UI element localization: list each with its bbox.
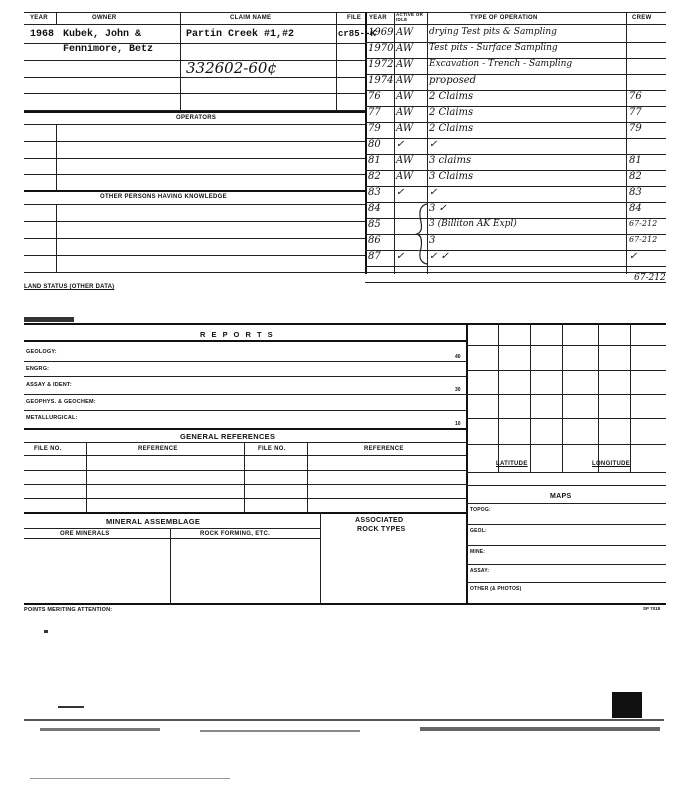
header-file: FILE — [347, 15, 362, 21]
map-assay: ASSAY: — [470, 568, 490, 574]
col-line — [320, 512, 321, 603]
rule — [24, 538, 320, 539]
operation-row — [367, 138, 666, 154]
op-type: 3 (Billiton AK Expl) — [429, 219, 517, 229]
rule — [24, 12, 666, 13]
op-year: 84 — [368, 203, 381, 214]
rule — [24, 340, 466, 342]
points-meriting-label: POINTS MERITING ATTENTION: — [24, 607, 113, 613]
rule — [466, 582, 666, 583]
op-crew: ✓ — [629, 251, 638, 262]
bracket-mark — [415, 202, 429, 266]
rule — [365, 138, 666, 139]
rule — [365, 106, 666, 107]
rule — [24, 376, 466, 377]
rule — [365, 202, 666, 203]
col-line — [56, 12, 57, 24]
col-line — [394, 12, 395, 24]
rule — [365, 234, 666, 235]
map-topog: TOPOG: — [470, 507, 491, 513]
op-type: 2 Claims — [429, 91, 474, 102]
col-line — [626, 12, 627, 24]
rule — [24, 255, 365, 256]
op-crew: 81 — [629, 155, 642, 166]
rule — [24, 124, 365, 125]
col-line — [56, 124, 57, 190]
op-type: Test pits - Surface Sampling — [429, 43, 558, 53]
op-year: 87 — [368, 251, 381, 262]
report-metallurgical-code: 10 — [455, 421, 461, 427]
land-status-text: LAND STATUS (OTHER DATA) — [24, 284, 115, 290]
col-line — [180, 12, 181, 110]
operation-row — [367, 250, 666, 266]
rule — [466, 564, 666, 565]
col-line — [466, 323, 468, 603]
col-line — [427, 12, 428, 24]
rule — [466, 485, 666, 486]
col-line — [86, 442, 87, 512]
form-code: SP 7018 — [643, 606, 661, 611]
operation-row — [367, 122, 666, 138]
longitude-label: LONGITUDE — [592, 461, 631, 467]
report-geophys: GEOPHYS. & GEOCHEM: — [26, 399, 96, 405]
rule — [365, 218, 666, 219]
mineral-title: MINERAL ASSEMBLAGE — [106, 517, 201, 526]
operation-row — [367, 58, 666, 74]
op-status: ✓ — [396, 251, 405, 262]
map-mine: MINE: — [470, 549, 486, 555]
rule — [24, 455, 466, 456]
header-claim-name: CLAIM NAME — [230, 15, 272, 21]
ref-reference-2: REFERENCE — [364, 446, 404, 452]
op-crew: 67-212 — [629, 219, 658, 228]
operation-row — [367, 218, 666, 234]
op-status: ✓ — [396, 187, 405, 198]
rule — [24, 204, 365, 205]
operation-row — [367, 234, 666, 250]
rule — [24, 77, 365, 78]
op-crew: 83 — [629, 187, 642, 198]
rule — [365, 250, 666, 251]
op-year: 76 — [368, 91, 381, 102]
op-type: ✓ ✓ — [429, 251, 449, 262]
rule — [24, 93, 365, 94]
rule — [24, 603, 666, 605]
ref-file-no: FILE NO. — [34, 446, 62, 452]
ref-file-no-2: FILE NO. — [258, 446, 286, 452]
rule — [24, 238, 365, 239]
op-status: AW — [396, 107, 414, 118]
rule — [24, 361, 466, 362]
scan-mark — [24, 317, 74, 322]
operation-row — [367, 74, 666, 90]
land-status-label — [24, 275, 114, 293]
rule — [466, 524, 666, 525]
rule — [365, 90, 666, 91]
op-year: 1970 — [368, 43, 394, 54]
map-other: OTHER (& PHOTOS) — [470, 586, 522, 592]
op-year: 77 — [368, 107, 381, 118]
rule — [24, 111, 365, 113]
op-type: ✓ — [429, 139, 438, 150]
rule — [24, 323, 666, 325]
scan-streak — [420, 727, 660, 731]
rule — [466, 472, 666, 473]
operation-row — [367, 90, 666, 106]
rule — [365, 154, 666, 155]
associated-label: ASSOCIATED — [355, 517, 404, 524]
op-crew: 79 — [629, 123, 642, 134]
rule — [466, 394, 666, 395]
rule — [24, 442, 466, 443]
rock-forming-header: ROCK FORMING, ETC. — [200, 531, 271, 537]
report-geology: GEOLOGY: — [26, 349, 57, 355]
op-status: AW — [396, 91, 414, 102]
op-crew: 77 — [629, 107, 642, 118]
op-year: 80 — [368, 139, 381, 150]
header-year: YEAR — [30, 15, 48, 21]
entry-file: cr85--K — [338, 29, 376, 39]
entry-owner-line2: Fennimore, Betz — [63, 44, 154, 55]
latitude-label: LATITUDE — [496, 461, 528, 467]
header-crew: CREW — [632, 15, 652, 21]
op-type: 2 Claims — [429, 107, 474, 118]
op-crew: 84 — [629, 203, 642, 214]
op-crew: 82 — [629, 171, 642, 182]
op-crew: 67-212 — [629, 235, 658, 244]
operation-row — [367, 186, 666, 202]
op-crew: 76 — [629, 91, 642, 102]
op-type: drying Test pits & Sampling — [429, 27, 557, 37]
operation-row — [367, 170, 666, 186]
op-year: 81 — [368, 155, 381, 166]
operation-row — [367, 202, 666, 218]
report-metallurgical: METALLURGICAL: — [26, 415, 78, 421]
op-status: AW — [396, 171, 414, 182]
rule — [24, 484, 466, 485]
op-status: AW — [396, 155, 414, 166]
operation-row — [367, 42, 666, 58]
rule — [365, 58, 666, 59]
scan-streak — [40, 728, 160, 731]
rule — [24, 470, 466, 471]
col-line — [170, 528, 171, 603]
op-year: 85 — [368, 219, 381, 230]
ref-reference: REFERENCE — [138, 446, 178, 452]
op-year: 83 — [368, 187, 381, 198]
entry-handwritten-number: 332602-60¢ — [186, 59, 277, 77]
op-type: 3 Claims — [429, 171, 474, 182]
header-year-2: YEAR — [369, 15, 387, 21]
scan-streak — [200, 730, 360, 732]
general-references-title: GENERAL REFERENCES — [180, 432, 276, 441]
scan-streak — [24, 719, 664, 721]
rule — [365, 122, 666, 123]
entry-year: 1968 — [30, 29, 55, 40]
scan-mark — [44, 630, 48, 633]
header-owner: OWNER — [92, 15, 117, 21]
rule — [24, 394, 466, 395]
op-status: AW — [396, 123, 414, 134]
op-type: 3 ✓ — [429, 203, 447, 214]
rule — [24, 410, 466, 411]
op-type: 3 — [429, 235, 436, 246]
ore-minerals-header: ORE MINERALS — [60, 531, 110, 537]
rule — [24, 158, 365, 159]
op-status: AW — [396, 27, 414, 38]
entry-claim-name: Partin Creek #1,#2 — [186, 29, 295, 40]
rule — [466, 503, 666, 504]
op-type: Excavation - Trench - Sampling — [429, 59, 573, 69]
header-type-of-operation: TYPE OF OPERATION — [470, 15, 538, 21]
rule — [24, 190, 365, 192]
rule — [24, 174, 365, 175]
map-geol: GEOL: — [470, 528, 487, 534]
rule — [24, 512, 466, 514]
rule — [365, 170, 666, 171]
entry-owner-line1: Kubek, John & — [63, 29, 142, 40]
op-status: AW — [396, 59, 414, 70]
col-line — [336, 12, 337, 110]
rule — [365, 282, 666, 283]
rule — [24, 428, 466, 430]
op-type: proposed — [429, 75, 477, 86]
rule — [365, 186, 666, 187]
rule — [24, 24, 666, 25]
rule — [24, 498, 466, 499]
op-status: AW — [396, 75, 414, 86]
report-assay: ASSAY & IDENT: — [26, 382, 72, 388]
op-year: 82 — [368, 171, 381, 182]
scan-block — [612, 692, 642, 718]
op-type: 3 claims — [429, 155, 472, 166]
report-engrg: ENGRG: — [26, 366, 50, 372]
rule — [365, 266, 666, 267]
rule — [466, 444, 666, 445]
reports-title: R E P O R T S — [200, 330, 275, 339]
operation-row — [367, 26, 666, 42]
col-line — [244, 442, 245, 512]
rule — [466, 418, 666, 419]
scan-streak — [30, 778, 230, 779]
op-type: 2 Claims — [429, 123, 474, 134]
op-status: AW — [396, 43, 414, 54]
col-line — [56, 204, 57, 272]
operators-header: OPERATORS — [176, 115, 217, 121]
report-assay-code: 30 — [455, 387, 461, 393]
rule — [466, 545, 666, 546]
op-type: ✓ — [429, 187, 438, 198]
rock-types-label: ROCK TYPES — [357, 526, 406, 533]
op-year: 1972 — [368, 59, 394, 70]
rule — [24, 272, 666, 273]
scan-mark — [58, 706, 84, 708]
rule — [24, 221, 365, 222]
land-status-crew: 67-212 — [634, 273, 666, 283]
report-geology-code: 40 — [455, 354, 461, 360]
rule — [466, 370, 666, 371]
rule — [24, 141, 365, 142]
rule — [365, 42, 666, 43]
maps-title: MAPS — [550, 493, 572, 500]
header-active-idle: ACTIVE OR IDLE — [396, 12, 424, 22]
rule — [365, 74, 666, 75]
other-persons-header: OTHER PERSONS HAVING KNOWLEDGE — [100, 194, 227, 200]
operation-row — [367, 154, 666, 170]
op-year: 1969 — [368, 27, 394, 38]
op-status: ✓ — [396, 139, 405, 150]
rule — [466, 345, 666, 346]
operation-row — [367, 106, 666, 122]
op-year: 86 — [368, 235, 381, 246]
op-year: 79 — [368, 123, 381, 134]
col-line — [307, 442, 308, 512]
op-year: 1974 — [368, 75, 394, 86]
rule — [24, 528, 320, 529]
